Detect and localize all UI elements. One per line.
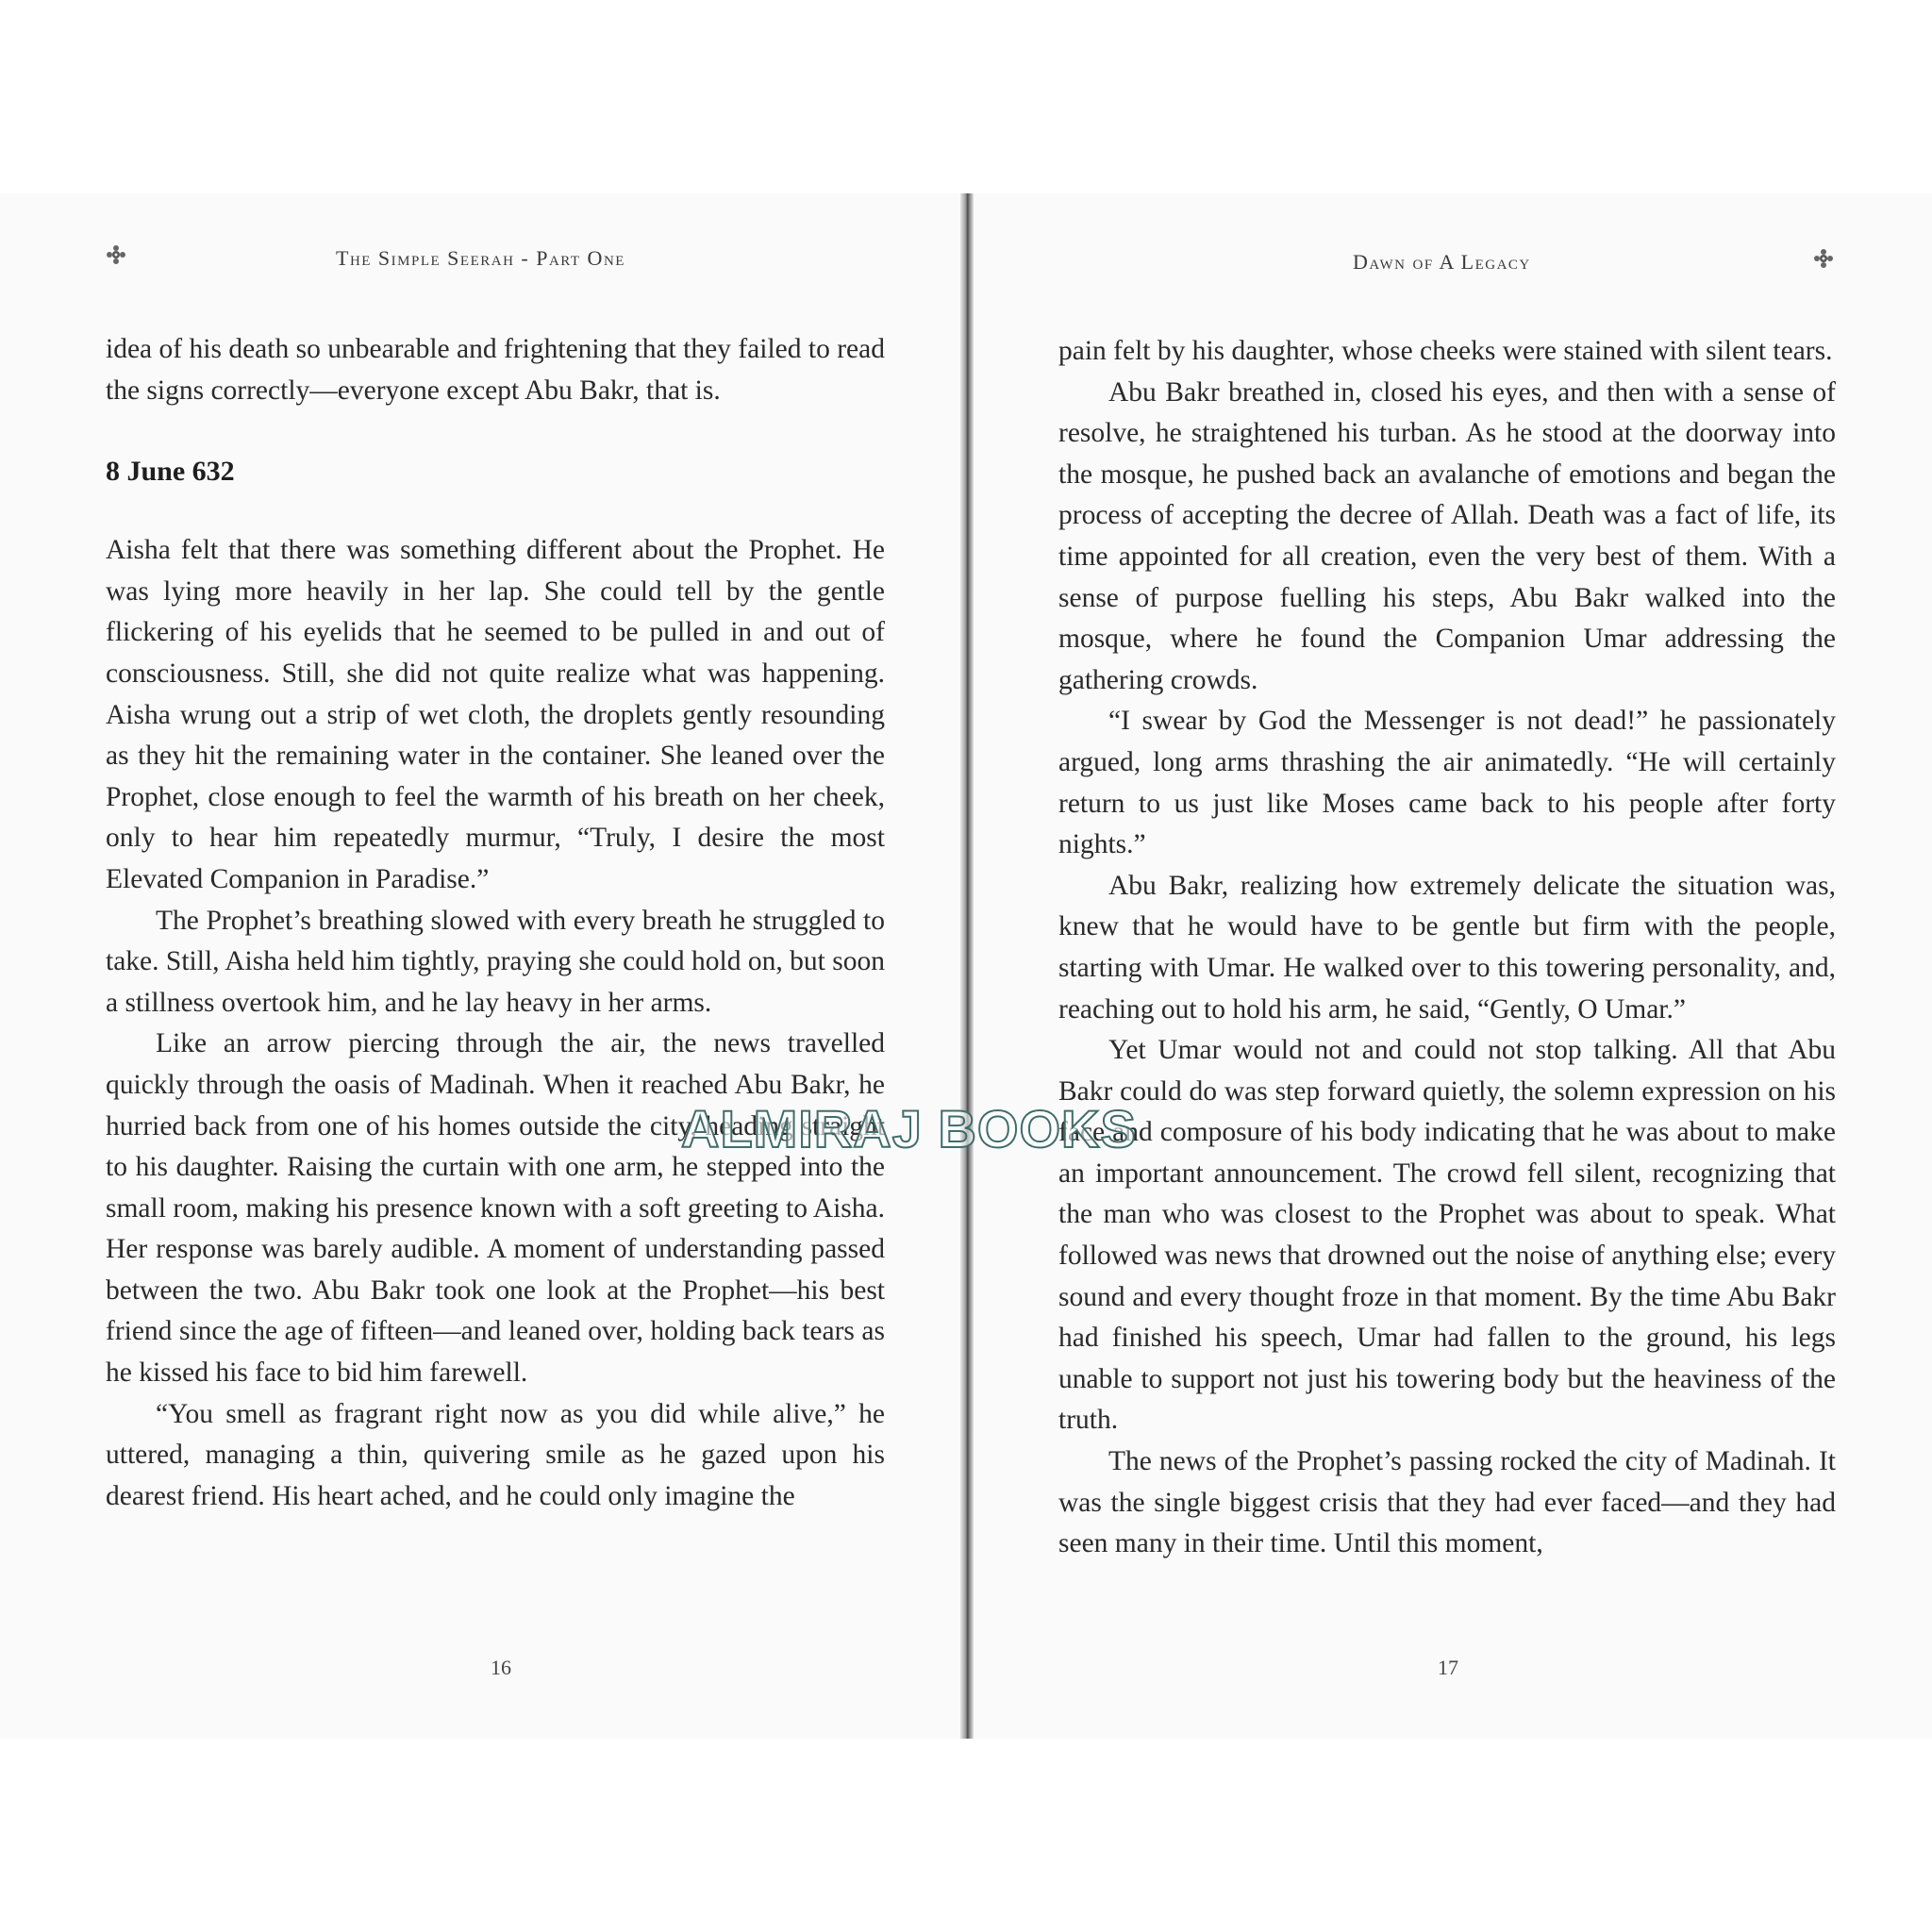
floral-ornament-icon bbox=[1813, 248, 1834, 269]
paragraph: The news of the Prophet’s passing rocked the city of Madinah. It was the single biggest crisis that they had ever faced—and they had seen many in their time. Until this moment, bbox=[1058, 1446, 1836, 1559]
paragraph: Aisha felt that there was something different about the Prophet. He was lying more heavily in her lap. She could tell by the gentle flickering of his eyelids that he seemed to be pulled in and out of consciousness. Still, she did not quite realize what was happening. Aisha wrung out a strip of wet cloth, the droplets gently resounding as they hit the remaining water in the container. She leaned over the Prophet, close enough to feel the warmth of his breath on her cheek, only to hear him repeatedly murmur, “Truly, I desire the most Elevated Companion in Paradise.” bbox=[106, 535, 885, 894]
paragraph: Abu Bakr, realizing how extremely delicate the situation was, knew that he would have to be gentle but firm with the people, starting with Umar. He walked over to this towering personality, and, reaching out to hold his arm, he said, “Gently, O Umar.” bbox=[1058, 870, 1836, 1024]
floral-ornament-icon bbox=[106, 244, 126, 265]
page-body bbox=[1058, 331, 1836, 1565]
paragraph: “I swear by God the Messenger is not dead!” he passionately argued, long arms thrashing the air animatedly. “He will certainly return to us just like Moses came back to his people after forty nights.” bbox=[1058, 706, 1836, 860]
page-number: 17 bbox=[1438, 1656, 1458, 1679]
right-page bbox=[974, 193, 1932, 1739]
paragraph: The Prophet’s breathing slowed with every breath he struggled to take. Still, Aisha held him tightly, praying she could hold on, but soon a stillness overtook him, and he lay heavy in her arms. bbox=[106, 905, 885, 1018]
book-spread bbox=[0, 193, 1932, 1739]
book-gutter bbox=[960, 193, 974, 1739]
paragraph: Abu Bakr breathed in, closed his eyes, and then with a sense of resolve, he straightened his turban. As he stood at the doorway into the mosque, he pushed back an avalanche of emotions and began the process of accepting the decree of Allah. Death was a fact of life, its time appointed for all creation, even the very best of them. With a sense of purpose fuelling his steps, Abu Bakr walked into the mosque, where he found the Companion Umar addressing the gathering crowds. bbox=[1058, 376, 1836, 695]
paragraph: Yet Umar would not and could not stop talking. All that Abu Bakr could do was step forward quietly, the solemn expression on his face and composure of his body indicating that he was about to make an important announcement. The crowd fell silent, recognizing that the man who was closest to the Prophet was about to speak. What followed was news that drowned out the noise of anything else; every sound and every thought froze in that moment. By the time Abu Bakr had finished his speech, Umar had fallen to the ground, his legs unable to support not just his towering body but the heaviness of the truth. bbox=[1058, 1035, 1836, 1436]
watermark: ALMIRAJ BOOKS bbox=[681, 1099, 1137, 1158]
section-heading: 8 June 632 bbox=[106, 456, 235, 488]
paragraph: Like an arrow piercing through the air, the news travelled quickly through the oasis of Madinah. When it reached Abu Bakr, he hurried back from one of his homes outside the city, heading straight to his daughter. Raising the curtain with one arm, he stepped into the small room, making his presence known with a soft greeting to Aisha. Her response was barely audible. A moment of understanding passed between the two. Abu Bakr took one look at the Prophet—his best friend since the age of fifteen—and leaned over, holding back tears as he kissed his face to bid him farewell. bbox=[106, 1028, 885, 1389]
paragraph: “You smell as fragrant right now as you did while alive,” he uttered, managing a thin, quivering smile as he gazed upon his dearest friend. His heart ached, and he could only imagine the bbox=[106, 1398, 885, 1511]
continued-paragraph: idea of his death so unbearable and frightening that they failed to read the signs correctly—everyone except Abu Bakr, that is. bbox=[106, 334, 885, 406]
page-body bbox=[106, 329, 885, 1517]
running-head: Dawn of A Legacy bbox=[1353, 250, 1531, 274]
running-head: The Simple Seerah - Part One bbox=[336, 246, 625, 270]
continued-paragraph: pain felt by his daughter, whose cheeks were stained with silent tears. bbox=[1058, 336, 1833, 366]
page-number: 16 bbox=[491, 1656, 511, 1679]
left-page bbox=[0, 193, 960, 1739]
